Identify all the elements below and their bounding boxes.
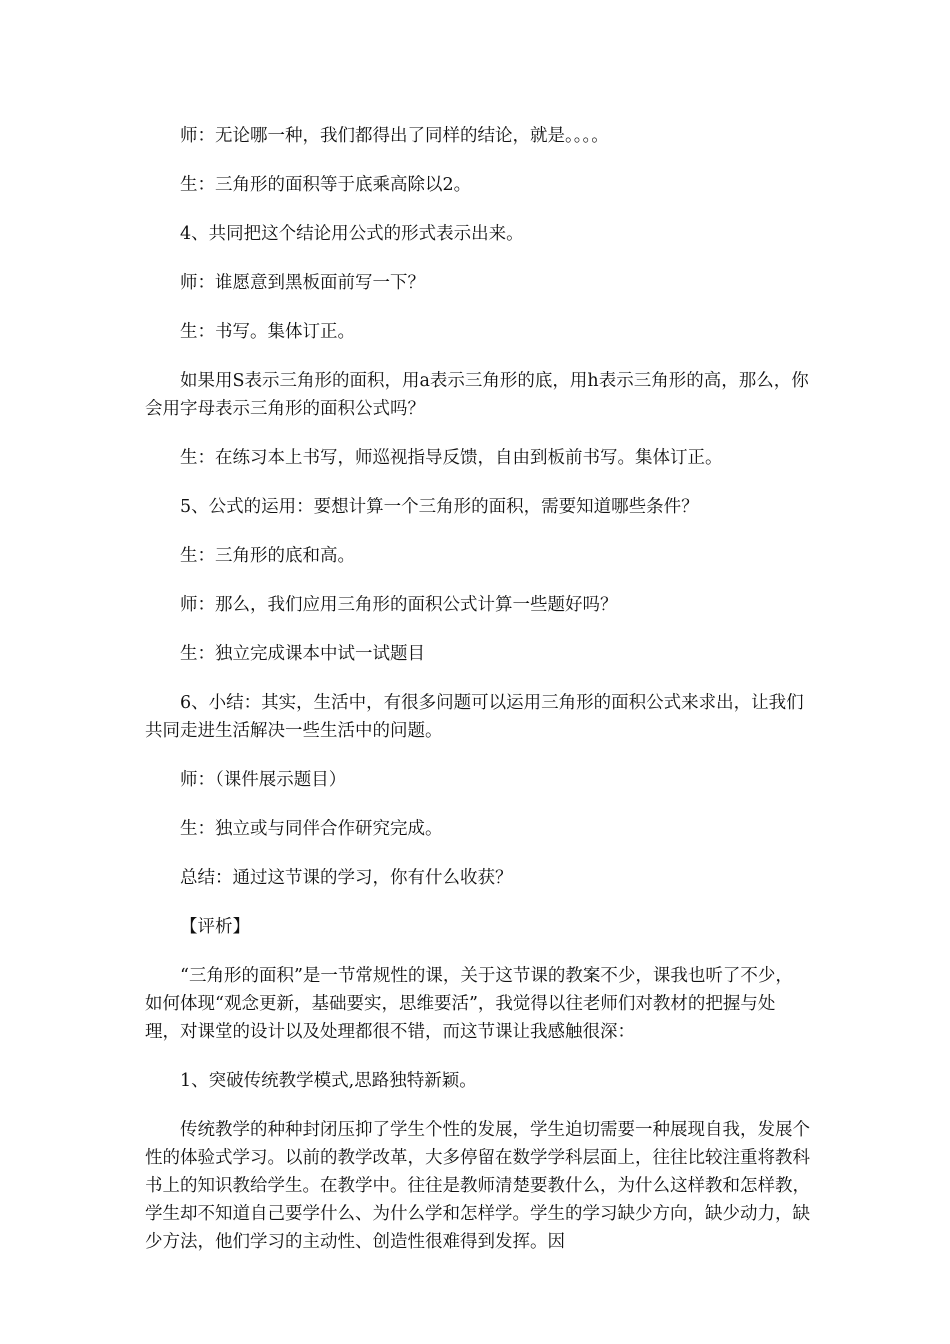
paragraph: 总结：通过这节课的学习，你有什么收获？ xyxy=(180,868,513,888)
paragraph: “三角形的面积”是一节常规性的课，关于这节课的教案不少，课我也听了不少，如何体现“观念更新，基础要实，思维要活”，我觉得以往老师们对教材的把握与处理，对课堂的设计以及处理都很不错，而这节课让我感触很深： xyxy=(145,966,793,1042)
paragraph: 生：独立或与同伴合作研究完成。 xyxy=(180,819,443,839)
paragraph: 5、公式的运用：要想计算一个三角形的面积，需要知道哪些条件？ xyxy=(180,497,699,517)
document-body xyxy=(145,122,810,1256)
paragraph: 生：三角形的底和高。 xyxy=(180,546,355,566)
paragraph: 生：三角形的面积等于底乘高除以2。 xyxy=(180,175,472,195)
paragraph: 师：谁愿意到黑板面前写一下？ xyxy=(180,273,425,293)
section-heading: 【评析】 xyxy=(180,917,250,937)
paragraph: 师：那么，我们应用三角形的面积公式计算一些题好吗？ xyxy=(180,595,618,615)
paragraph: 师：（课件展示题目） xyxy=(180,770,347,790)
paragraph: 生：在练习本上书写，师巡视指导反馈，自由到板前书写。集体订正。 xyxy=(180,448,723,468)
paragraph: 生：独立完成课本中试一试题目 xyxy=(180,644,425,664)
paragraph: 传统教学的种种封闭压抑了学生个性的发展，学生迫切需要一种展现自我，发展个性的体验式学习。以前的教学改革，大多停留在数学学科层面上，往往比较注重将教科书上的知识教给学生。在教学中。往往是教师清楚要教什么，为什么这样教和怎样教，学生却不知道自己要学什么、为什么学和怎样学。学生的学习缺少方向，缺少动力，缺少方法，他们学习的主动性、创造性很难得到发挥。因 xyxy=(145,1120,810,1252)
paragraph: 生：书写。集体订正。 xyxy=(180,322,355,342)
paragraph: 师：无论哪一种，我们都得出了同样的结论，就是。。。。 xyxy=(180,126,609,146)
paragraph: 如果用S表示三角形的面积，用a表示三角形的底，用h表示三角形的高，那么，你会用字母表示三角形的面积公式吗？ xyxy=(145,371,809,419)
paragraph: 6、小结：其实，生活中，有很多问题可以运用三角形的面积公式来求出，让我们共同走进生活解决一些生活中的问题。 xyxy=(145,693,804,741)
paragraph: 4、共同把这个结论用公式的形式表示出来。 xyxy=(180,224,524,244)
paragraph: 1、突破传统教学模式,思路独特新颖。 xyxy=(180,1071,477,1091)
